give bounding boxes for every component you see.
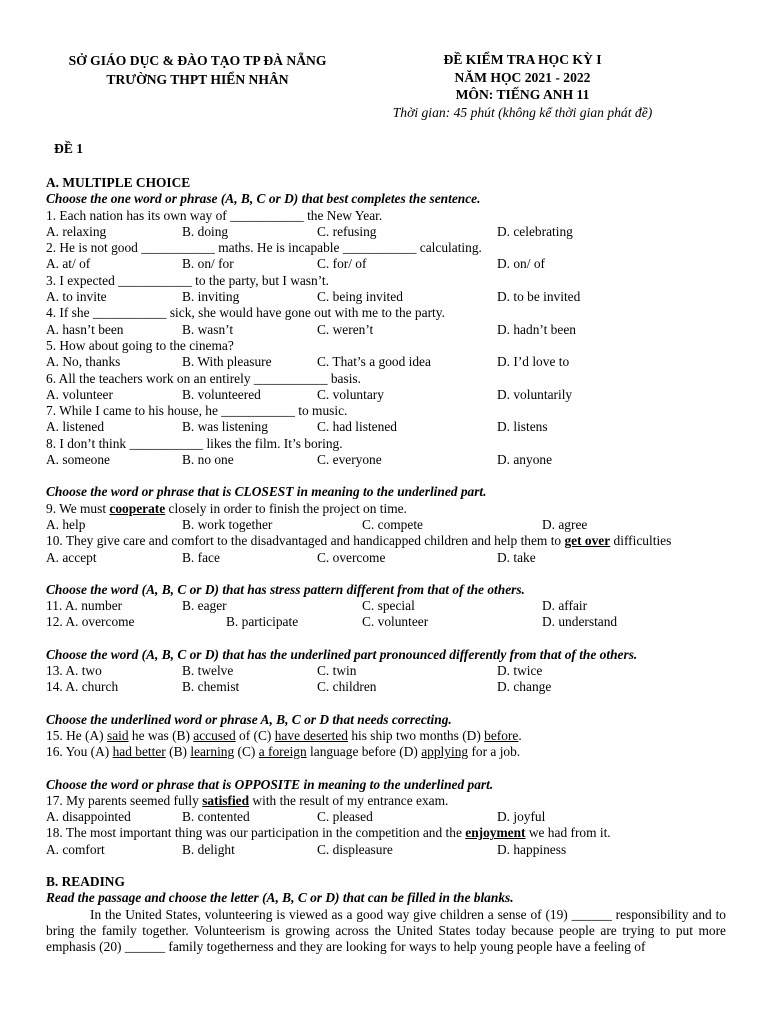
option-c: C. voluntary (317, 386, 384, 402)
underlined-part: applying (421, 744, 469, 760)
exam-title: ĐỀ KIỂM TRA HỌC KỲ I (443, 52, 602, 67)
option-a: A. disappointed (46, 809, 131, 825)
school-year: NĂM HỌC 2021 - 2022 (454, 69, 591, 85)
option-b: B. With pleasure (182, 354, 272, 370)
question-text: he was (B) (128, 727, 194, 743)
section-title: B. READING (46, 873, 125, 889)
options-row (46, 256, 726, 272)
option-d: D. voluntarily (497, 386, 573, 402)
question-8: 8. I don’t think ___________ likes the film. It’s boring. (46, 435, 343, 451)
options-row (46, 419, 726, 435)
options-row (46, 452, 726, 468)
options-row (46, 289, 726, 305)
question-text: 15. He (A) (46, 727, 107, 743)
question-18 (46, 825, 726, 841)
option-c: C. volunteer (362, 614, 429, 630)
option-d: D. change (497, 679, 552, 695)
option-a: A. accept (46, 549, 97, 565)
option-c: C. had listened (317, 419, 397, 435)
underlined-word: enjoyment (465, 825, 526, 841)
option-c: C. overcome (317, 549, 386, 565)
question-text: 18. The most important thing was our participation in the competition and the (46, 825, 466, 841)
underlined-part: said (106, 727, 129, 743)
option-d: D. understand (542, 614, 618, 630)
option-d: D. joyful (497, 809, 546, 825)
underlined-part: before (484, 727, 519, 743)
option-d: D. hadn’t been (497, 321, 576, 337)
options-row (46, 322, 726, 338)
option-b: B. delight (182, 841, 235, 857)
underlined-part: a foreign (258, 744, 307, 760)
passage-text: In the United States, volunteering is viewed as a good way give children a sense of (19) ______ responsibility and to bring the family together. Volunteerism is growing across the United States today because people are trying to put more emphasis (20) ______ family togetherness and they are looking for ways to help young people have a feeling of (46, 906, 726, 955)
option-b: B. twelve (182, 663, 234, 679)
question-text: 17. My parents seemed fully (46, 792, 203, 808)
option-a: A. someone (46, 452, 110, 468)
option-b: B. no one (182, 452, 234, 468)
instruction: Choose the word (A, B, C or D) that has the underlined part pronounced differently from that of the others. (46, 646, 638, 662)
option-a: A. relaxing (46, 223, 107, 239)
option-d: D. anyone (497, 452, 553, 468)
option-d: D. celebrating (497, 223, 573, 239)
subject: MÔN: TIẾNG ANH 11 (455, 87, 590, 102)
question-14 (46, 679, 726, 695)
question-text: his ship two months (D) (347, 727, 485, 743)
section-title: A. MULTIPLE CHOICE (46, 175, 191, 190)
exam-code: ĐỀ 1 (54, 141, 84, 156)
options-row (46, 550, 726, 566)
option-a: 14. A. church (46, 679, 119, 695)
option-a: A. at/ of (46, 256, 91, 272)
question-7: 7. While I came to his house, he ___________ to music. (46, 403, 348, 419)
option-d: D. agree (542, 516, 588, 532)
question-text: 9. We must (46, 500, 110, 516)
question-text: we had from it. (525, 825, 611, 841)
school-header (0, 51, 395, 89)
option-b: B. chemist (182, 679, 240, 695)
question-text: (C) (234, 744, 259, 760)
question-11 (46, 598, 726, 614)
question-6: 6. All the teachers work on an entirely ___________ basis. (46, 370, 361, 386)
option-c: C. refusing (317, 223, 377, 239)
instruction: Choose the one word or phrase (A, B, C or D) that best completes the sentence. (46, 191, 481, 207)
exam-header (350, 51, 695, 121)
instruction: Choose the word or phrase that is CLOSEST in meaning to the underlined part. (46, 484, 487, 500)
option-c: C. pleased (317, 809, 373, 825)
question-list (46, 208, 726, 469)
question-text: language before (D) (306, 744, 422, 760)
option-b: B. face (182, 549, 220, 565)
option-a: 12. A. overcome (46, 614, 135, 630)
options-row (46, 224, 726, 240)
option-a: A. No, thanks (46, 354, 121, 370)
option-d: D. twice (497, 663, 543, 679)
option-b: B. contented (182, 809, 250, 825)
question-12 (46, 614, 726, 630)
option-a: A. help (46, 516, 86, 532)
option-b: B. work together (182, 516, 273, 532)
instruction: Choose the word (A, B, C or D) that has stress pattern different from that of the others. (46, 581, 525, 597)
option-c: C. being invited (317, 289, 403, 305)
underlined-word: satisfied (202, 792, 250, 808)
option-c: C. displeasure (317, 841, 393, 857)
underlined-part: learning (190, 744, 235, 760)
option-d: D. affair (542, 598, 588, 614)
option-a: A. comfort (46, 841, 105, 857)
option-c: C. compete (362, 516, 423, 532)
options-row (46, 842, 726, 858)
option-c: C. children (317, 679, 377, 695)
option-b: B. eager (182, 598, 227, 614)
option-d: D. happiness (497, 841, 567, 857)
option-a: A. to invite (46, 289, 107, 305)
question-9 (46, 501, 726, 517)
underlined-part: have deserted (274, 727, 348, 743)
question-text: (B) (165, 744, 191, 760)
question-text: for a job. (468, 744, 521, 760)
underlined-part: had better (112, 744, 166, 760)
question-text: . (518, 727, 522, 743)
option-d: D. to be invited (497, 289, 581, 305)
options-row (46, 517, 726, 533)
options-row (46, 809, 726, 825)
exam-time: Thời gian: 45 phút (không kể thời gian phát đề) (392, 104, 653, 120)
option-d: D. take (497, 549, 536, 565)
question-text: closely in order to finish the project on time. (165, 500, 407, 516)
option-c: C. weren’t (317, 321, 374, 337)
underlined-word: get over (564, 533, 611, 549)
question-3: 3. I expected ___________ to the party, but I wasn’t. (46, 272, 330, 288)
exam-body (46, 175, 726, 955)
option-a: A. hasn’t been (46, 321, 124, 337)
question-10 (46, 533, 726, 549)
question-5: 5. How about going to the cinema? (46, 337, 234, 353)
option-c: C. That’s a good idea (317, 354, 431, 370)
instruction: Choose the underlined word or phrase A, B, C or D that needs correcting. (46, 711, 452, 727)
question-15 (46, 728, 726, 744)
underlined-part: accused (193, 727, 236, 743)
instruction: Choose the word or phrase that is OPPOSITE in meaning to the underlined part. (46, 776, 494, 792)
option-d: D. I’d love to (497, 354, 570, 370)
department-name: SỞ GIÁO DỤC & ĐÀO TẠO TP ĐÀ NẴNG (68, 53, 327, 68)
option-c: C. twin (317, 663, 357, 679)
question-text: of (C) (235, 727, 275, 743)
question-text: 16. You (A) (46, 744, 113, 760)
question-text: difficulties (610, 533, 672, 549)
option-d: D. listens (497, 419, 548, 435)
school-name: TRƯỜNG THPT HIỂN NHÂN (106, 72, 289, 87)
question-4: 4. If she ___________ sick, she would have gone out with me to the party. (46, 305, 445, 321)
option-b: B. on/ for (182, 256, 234, 272)
options-row (46, 387, 726, 403)
option-a: A. volunteer (46, 386, 113, 402)
option-b: B. doing (182, 223, 229, 239)
option-a: 11. A. number (46, 598, 123, 614)
underlined-word: cooperate (109, 500, 166, 516)
question-13 (46, 663, 726, 679)
options-row (46, 354, 726, 370)
option-b: B. inviting (182, 289, 240, 305)
question-2: 2. He is not good ___________ maths. He is incapable ___________ calculating. (46, 240, 482, 256)
question-17 (46, 793, 726, 809)
option-c: C. special (362, 598, 415, 614)
question-1: 1. Each nation has its own way of ___________ the New Year. (46, 207, 383, 223)
option-b: B. wasn’t (182, 321, 234, 337)
question-16 (46, 744, 726, 760)
option-a: A. listened (46, 419, 105, 435)
instruction: Read the passage and choose the letter (A, B, C or D) that can be filled in the blanks. (46, 890, 514, 906)
question-text: with the result of my entrance exam. (249, 792, 449, 808)
option-b: B. participate (226, 614, 299, 630)
option-a: 13. A. two (46, 663, 102, 679)
option-b: B. volunteered (182, 386, 261, 402)
option-c: C. for/ of (317, 256, 367, 272)
option-c: C. everyone (317, 452, 382, 468)
reading-passage (46, 907, 726, 956)
question-text: 10. They give care and comfort to the disadvantaged and handicapped children and help them to (46, 533, 565, 549)
option-b: B. was listening (182, 419, 268, 435)
option-d: D. on/ of (497, 256, 545, 272)
